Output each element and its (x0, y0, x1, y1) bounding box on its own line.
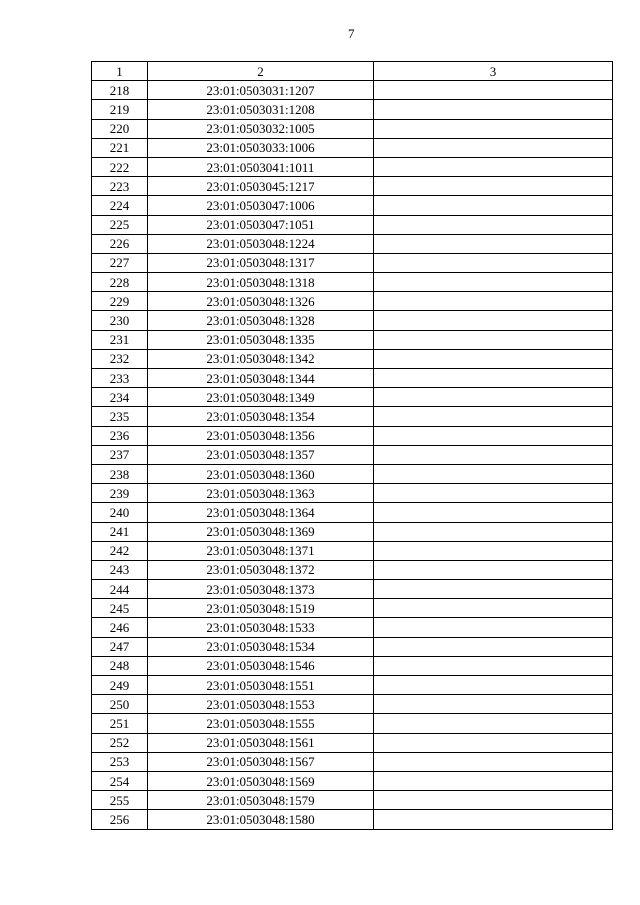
row-number-cell: 233 (92, 369, 148, 388)
table-row (92, 676, 613, 695)
row-number-cell: 225 (92, 215, 148, 234)
table-row (92, 311, 613, 330)
note-cell (374, 157, 613, 176)
note-cell (374, 100, 613, 119)
table-row (92, 119, 613, 138)
cadastral-number-cell: 23:01:0503048:1553 (148, 695, 374, 714)
note-cell (374, 349, 613, 368)
cadastral-number-cell: 23:01:0503048:1224 (148, 234, 374, 253)
row-number-cell: 256 (92, 810, 148, 829)
note-cell (374, 330, 613, 349)
cadastral-number-cell: 23:01:0503048:1551 (148, 676, 374, 695)
note-cell (374, 445, 613, 464)
row-number-cell: 253 (92, 752, 148, 771)
table-row (92, 599, 613, 618)
table-row (92, 771, 613, 790)
table-row (92, 273, 613, 292)
note-cell (374, 388, 613, 407)
note-cell (374, 215, 613, 234)
row-number-cell: 251 (92, 714, 148, 733)
note-cell (374, 311, 613, 330)
cadastral-number-cell: 23:01:0503048:1369 (148, 522, 374, 541)
table-row (92, 541, 613, 560)
table-row (92, 407, 613, 426)
cadastral-number-cell: 23:01:0503033:1006 (148, 138, 374, 157)
cadastral-number-table (91, 61, 613, 830)
row-number-cell: 238 (92, 464, 148, 483)
note-cell (374, 676, 613, 695)
table-row (92, 560, 613, 579)
note-cell (374, 119, 613, 138)
table-row (92, 580, 613, 599)
table-row (92, 752, 613, 771)
cadastral-number-cell: 23:01:0503048:1363 (148, 484, 374, 503)
note-cell (374, 426, 613, 445)
note-cell (374, 541, 613, 560)
note-cell (374, 752, 613, 771)
row-number-cell: 224 (92, 196, 148, 215)
row-number-cell: 231 (92, 330, 148, 349)
table-row (92, 426, 613, 445)
cadastral-number-cell: 23:01:0503048:1373 (148, 580, 374, 599)
row-number-cell: 223 (92, 177, 148, 196)
note-cell (374, 618, 613, 637)
row-number-cell: 222 (92, 157, 148, 176)
note-cell (374, 407, 613, 426)
row-number-cell: 235 (92, 407, 148, 426)
note-cell (374, 503, 613, 522)
note-cell (374, 791, 613, 810)
cadastral-number-cell: 23:01:0503048:1356 (148, 426, 374, 445)
cadastral-number-cell: 23:01:0503048:1357 (148, 445, 374, 464)
note-cell (374, 234, 613, 253)
row-number-cell: 245 (92, 599, 148, 618)
table-row (92, 637, 613, 656)
cadastral-number-cell: 23:01:0503048:1326 (148, 292, 374, 311)
table-row (92, 618, 613, 637)
table-row (92, 215, 613, 234)
table-row (92, 445, 613, 464)
row-number-cell: 229 (92, 292, 148, 311)
table-row (92, 522, 613, 541)
table-row (92, 733, 613, 752)
row-number-cell: 226 (92, 234, 148, 253)
note-cell (374, 599, 613, 618)
row-number-cell: 255 (92, 791, 148, 810)
row-number-cell: 243 (92, 560, 148, 579)
table-row (92, 810, 613, 829)
table-row (92, 714, 613, 733)
table-row (92, 330, 613, 349)
note-cell (374, 138, 613, 157)
cadastral-number-cell: 23:01:0503048:1360 (148, 464, 374, 483)
note-cell (374, 771, 613, 790)
note-cell (374, 810, 613, 829)
table-row (92, 349, 613, 368)
table-row (92, 292, 613, 311)
page-number: 7 (348, 26, 355, 41)
table-row (92, 484, 613, 503)
cadastral-number-cell: 23:01:0503047:1006 (148, 196, 374, 215)
cadastral-number-cell: 23:01:0503048:1546 (148, 656, 374, 675)
row-number-cell: 246 (92, 618, 148, 637)
cadastral-number-cell: 23:01:0503041:1011 (148, 157, 374, 176)
note-cell (374, 637, 613, 656)
cadastral-number-cell: 23:01:0503048:1335 (148, 330, 374, 349)
table-row (92, 695, 613, 714)
cadastral-number-cell: 23:01:0503048:1344 (148, 369, 374, 388)
cadastral-number-cell: 23:01:0503048:1533 (148, 618, 374, 637)
table-row (92, 196, 613, 215)
cadastral-number-cell: 23:01:0503032:1005 (148, 119, 374, 138)
row-number-cell: 240 (92, 503, 148, 522)
column-header-cadastral-number: 2 (148, 62, 374, 81)
note-cell (374, 580, 613, 599)
row-number-cell: 239 (92, 484, 148, 503)
note-cell (374, 177, 613, 196)
table-row (92, 369, 613, 388)
table-row (92, 656, 613, 675)
cadastral-number-cell: 23:01:0503048:1349 (148, 388, 374, 407)
cadastral-number-cell: 23:01:0503048:1328 (148, 311, 374, 330)
cadastral-number-cell: 23:01:0503048:1555 (148, 714, 374, 733)
cadastral-number-cell: 23:01:0503048:1354 (148, 407, 374, 426)
note-cell (374, 522, 613, 541)
row-number-cell: 254 (92, 771, 148, 790)
note-cell (374, 81, 613, 100)
table-row (92, 388, 613, 407)
row-number-cell: 227 (92, 253, 148, 272)
row-number-cell: 248 (92, 656, 148, 675)
cadastral-number-cell: 23:01:0503031:1208 (148, 100, 374, 119)
table-row (92, 503, 613, 522)
row-number-cell: 232 (92, 349, 148, 368)
note-cell (374, 369, 613, 388)
cadastral-number-cell: 23:01:0503048:1519 (148, 599, 374, 618)
table-row (92, 177, 613, 196)
row-number-cell: 230 (92, 311, 148, 330)
table-row (92, 81, 613, 100)
cadastral-number-cell: 23:01:0503047:1051 (148, 215, 374, 234)
table-row (92, 464, 613, 483)
row-number-cell: 247 (92, 637, 148, 656)
column-header-number: 1 (92, 62, 148, 81)
cadastral-number-cell: 23:01:0503048:1371 (148, 541, 374, 560)
table-body (92, 81, 613, 829)
note-cell (374, 560, 613, 579)
note-cell (374, 292, 613, 311)
note-cell (374, 656, 613, 675)
note-cell (374, 714, 613, 733)
table-header (92, 62, 613, 81)
table-row (92, 234, 613, 253)
row-number-cell: 219 (92, 100, 148, 119)
table-row (92, 157, 613, 176)
row-number-cell: 228 (92, 273, 148, 292)
table-header-row (92, 62, 613, 81)
row-number-cell: 236 (92, 426, 148, 445)
row-number-cell: 221 (92, 138, 148, 157)
note-cell (374, 484, 613, 503)
row-number-cell: 218 (92, 81, 148, 100)
note-cell (374, 695, 613, 714)
cadastral-number-cell: 23:01:0503048:1561 (148, 733, 374, 752)
row-number-cell: 250 (92, 695, 148, 714)
cadastral-number-cell: 23:01:0503031:1207 (148, 81, 374, 100)
row-number-cell: 249 (92, 676, 148, 695)
column-header-note: 3 (374, 62, 613, 81)
table-row (92, 791, 613, 810)
row-number-cell: 244 (92, 580, 148, 599)
note-cell (374, 733, 613, 752)
table-row (92, 253, 613, 272)
cadastral-number-cell: 23:01:0503045:1217 (148, 177, 374, 196)
row-number-cell: 237 (92, 445, 148, 464)
cadastral-number-cell: 23:01:0503048:1580 (148, 810, 374, 829)
cadastral-number-cell: 23:01:0503048:1579 (148, 791, 374, 810)
table-row (92, 138, 613, 157)
row-number-cell: 242 (92, 541, 148, 560)
cadastral-number-cell: 23:01:0503048:1372 (148, 560, 374, 579)
note-cell (374, 196, 613, 215)
note-cell (374, 273, 613, 292)
page-header (0, 26, 640, 44)
row-number-cell: 241 (92, 522, 148, 541)
cadastral-number-cell: 23:01:0503048:1569 (148, 771, 374, 790)
cadastral-number-cell: 23:01:0503048:1317 (148, 253, 374, 272)
cadastral-number-cell: 23:01:0503048:1364 (148, 503, 374, 522)
row-number-cell: 234 (92, 388, 148, 407)
cadastral-number-cell: 23:01:0503048:1318 (148, 273, 374, 292)
note-cell (374, 464, 613, 483)
cadastral-number-cell: 23:01:0503048:1342 (148, 349, 374, 368)
row-number-cell: 252 (92, 733, 148, 752)
cadastral-number-cell: 23:01:0503048:1567 (148, 752, 374, 771)
row-number-cell: 220 (92, 119, 148, 138)
table-row (92, 100, 613, 119)
cadastral-number-cell: 23:01:0503048:1534 (148, 637, 374, 656)
note-cell (374, 253, 613, 272)
